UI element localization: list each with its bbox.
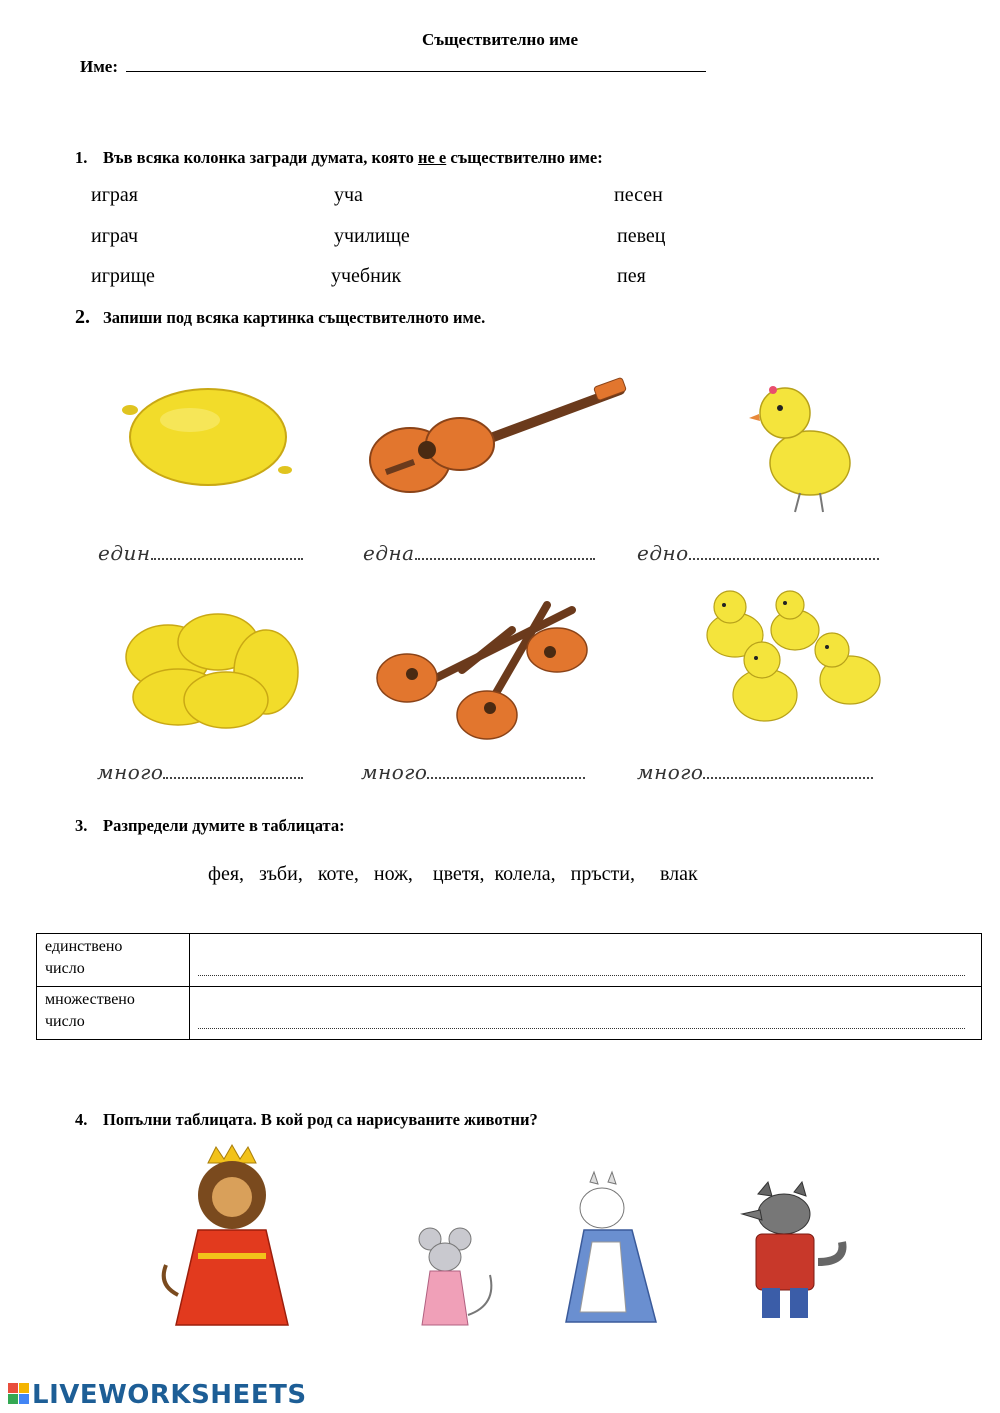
word-option[interactable]: игрище [91,265,155,287]
word-option[interactable]: песен [614,184,663,206]
singular-label-text: един [98,541,151,565]
answer-dots[interactable] [198,974,965,976]
chicks-picture [690,585,895,735]
task4-instruction [75,1110,538,1130]
goat-picture [560,1172,680,1337]
task3-instruction [75,816,345,836]
task3-text: Разпредели думите в таблицата: [103,816,345,835]
row-label-line: число [45,1013,85,1030]
task1-text-after: съществително име: [446,148,603,167]
guitars-picture [372,600,602,745]
table-row [37,987,982,1040]
wolf-picture [738,1182,858,1327]
task1-instruction [75,148,603,168]
singular-label-text: едно [637,541,689,565]
answer-dots[interactable] [689,548,879,560]
row-label-line: единствено [45,938,123,955]
plural-label-2 [361,760,585,784]
task4-text: Попълни таблицата. В кой род са нарисуваните животни? [103,1110,538,1129]
name-input-line[interactable] [126,55,706,72]
word-option[interactable]: пея [617,265,646,287]
singular-label-2 [363,541,595,565]
plural-answer-cell[interactable] [190,987,982,1040]
plural-label-3 [637,760,873,784]
word-option[interactable]: играч [91,225,139,247]
answer-dots[interactable] [703,767,873,779]
task1-number: 1. [75,148,88,167]
distribution-table [36,933,982,1040]
answer-dots[interactable] [427,767,585,779]
task2-text: Запиши под всяка картинка съществителното име. [103,308,486,327]
chick-picture [745,378,860,518]
name-field-row [80,55,706,77]
lemons-picture [118,612,303,732]
answer-dots[interactable] [151,548,303,560]
liveworksheets-logo[interactable] [8,1380,307,1410]
word-option[interactable]: уча [334,184,363,206]
task2-number: 2. [75,306,90,328]
task4-number: 4. [75,1110,88,1129]
word-option[interactable]: училище [334,225,410,247]
singular-label-text: една [363,541,415,565]
task3-word-list: фея, зъби, коте, нож, цветя, колела, пръсти, влак [208,863,698,885]
word-option[interactable]: учебник [331,265,402,287]
plural-label-1 [97,760,303,784]
lion-king-picture [158,1145,323,1335]
singular-label-3 [637,541,879,565]
row-label-line: число [45,960,85,977]
row-label-singular [37,934,190,987]
plural-label-text: много [361,760,428,784]
task3-number: 3. [75,816,88,835]
logo-text: LIVEWORKSHEETS [32,1380,307,1410]
logo-icon [8,1383,30,1405]
task1-text-underlined: не е [417,148,447,167]
plural-label-text: много [637,760,704,784]
row-label-plural [37,987,190,1040]
mouse-picture [412,1225,502,1345]
name-label: Име: [80,57,119,76]
task1-text-before: Във всяка колонка загради думата, която [103,148,418,167]
row-label-line: множествено [45,991,135,1008]
singular-label-1 [98,541,303,565]
answer-dots[interactable] [198,1027,965,1029]
table-row [37,934,982,987]
guitar-picture [365,380,630,500]
word-option[interactable]: певец [617,225,666,247]
page-title: Съществително име [421,30,579,49]
answer-dots[interactable] [415,548,595,560]
answer-dots[interactable] [163,767,303,779]
lemon-picture [120,380,295,495]
plural-label-text: много [97,760,164,784]
singular-answer-cell[interactable] [190,934,982,987]
word-option[interactable]: играя [91,184,138,206]
task2-instruction [75,306,485,329]
